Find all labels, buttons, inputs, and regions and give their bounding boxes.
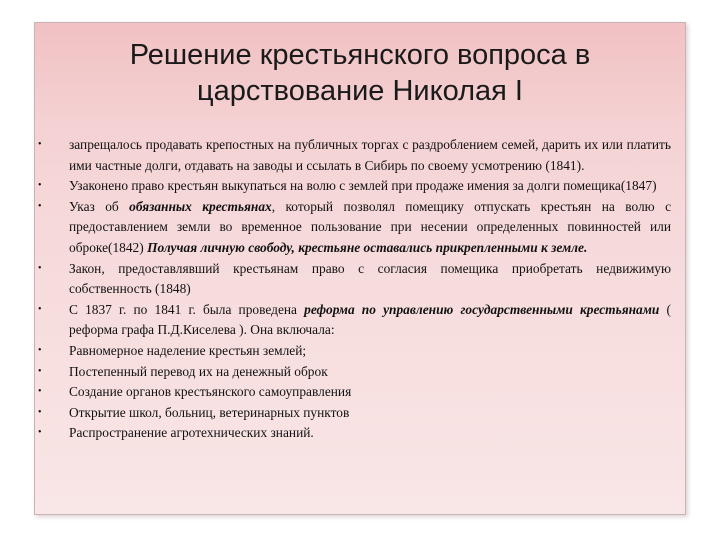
bullet-item <box>35 423 685 444</box>
bullet-item <box>35 362 685 383</box>
bullet-text: запрещалось продавать крепостных на публичных торгах с раздроблением семей, дарить их или платить ими частные долги, отдавать на заводы и ссылать в Сибирь по своему усмотрению (1841). <box>69 137 671 173</box>
bullet-icon: • <box>38 180 42 192</box>
bullet-item <box>35 176 685 197</box>
bullet-text: Создание органов крестьянского самоуправления <box>69 384 352 400</box>
slide-title <box>35 23 685 109</box>
bullet-icon: • <box>38 406 42 418</box>
emphasis-text: обязанных крестьянах <box>129 198 272 214</box>
bullet-icon: • <box>38 365 42 377</box>
bullet-text: , который позволял помещику отпускать крестьян на волю с предоставлением земли во временное пользование при несении определенных повинностей или оброке(1842) <box>69 198 672 255</box>
bullet-icon: • <box>38 139 42 150</box>
bullet-icon: • <box>38 262 42 274</box>
bullet-icon: • <box>38 344 42 356</box>
bullet-text: Постепенный перевод их на денежный оброк <box>69 363 328 379</box>
slide <box>34 22 686 515</box>
title-line-1: Решение крестьянского вопроса в <box>129 39 591 71</box>
bullet-icon: • <box>38 427 42 439</box>
bullet-item <box>35 382 685 403</box>
title-box <box>35 23 685 115</box>
bullet-list <box>35 135 685 444</box>
title-line-2: царствование Николая I <box>197 75 523 107</box>
bullet-text: Распространение агротехнических знаний. <box>69 425 314 441</box>
bullet-item <box>35 341 685 362</box>
bullet-text: Узаконено право крестьян выкупаться на волю с землей при продаже имения за долги помещика(1847) <box>69 178 657 194</box>
bullet-item <box>35 259 685 300</box>
bullet-text: ( реформа графа П.Д.Киселева ). Она включала: <box>69 301 671 338</box>
bullet-text: Открытие школ, больниц, ветеринарных пунктов <box>69 404 350 420</box>
emphasis-text: Получая личную свободу, крестьяне оставались прикрепленными к земле. <box>147 239 588 255</box>
bullet-item <box>35 197 685 259</box>
bullet-item <box>35 403 685 424</box>
emphasis-text: реформа по управлению государственными крестьянами <box>304 301 660 317</box>
bullet-text: Закон, предоставлявший крестьянам право с согласия помещика приобретать недвижимую собственность (1848) <box>69 260 671 297</box>
bullet-icon: • <box>38 386 42 398</box>
bullet-icon: • <box>38 200 42 212</box>
bullet-item <box>35 300 685 341</box>
bullet-text: Равномерное наделение крестьян землей; <box>69 342 307 358</box>
bullet-text: Указ об <box>69 198 130 214</box>
bullet-item <box>35 135 685 176</box>
bullet-icon: • <box>38 303 42 315</box>
bullet-text: С 1837 г. по 1841 г. была проведена <box>69 301 305 317</box>
